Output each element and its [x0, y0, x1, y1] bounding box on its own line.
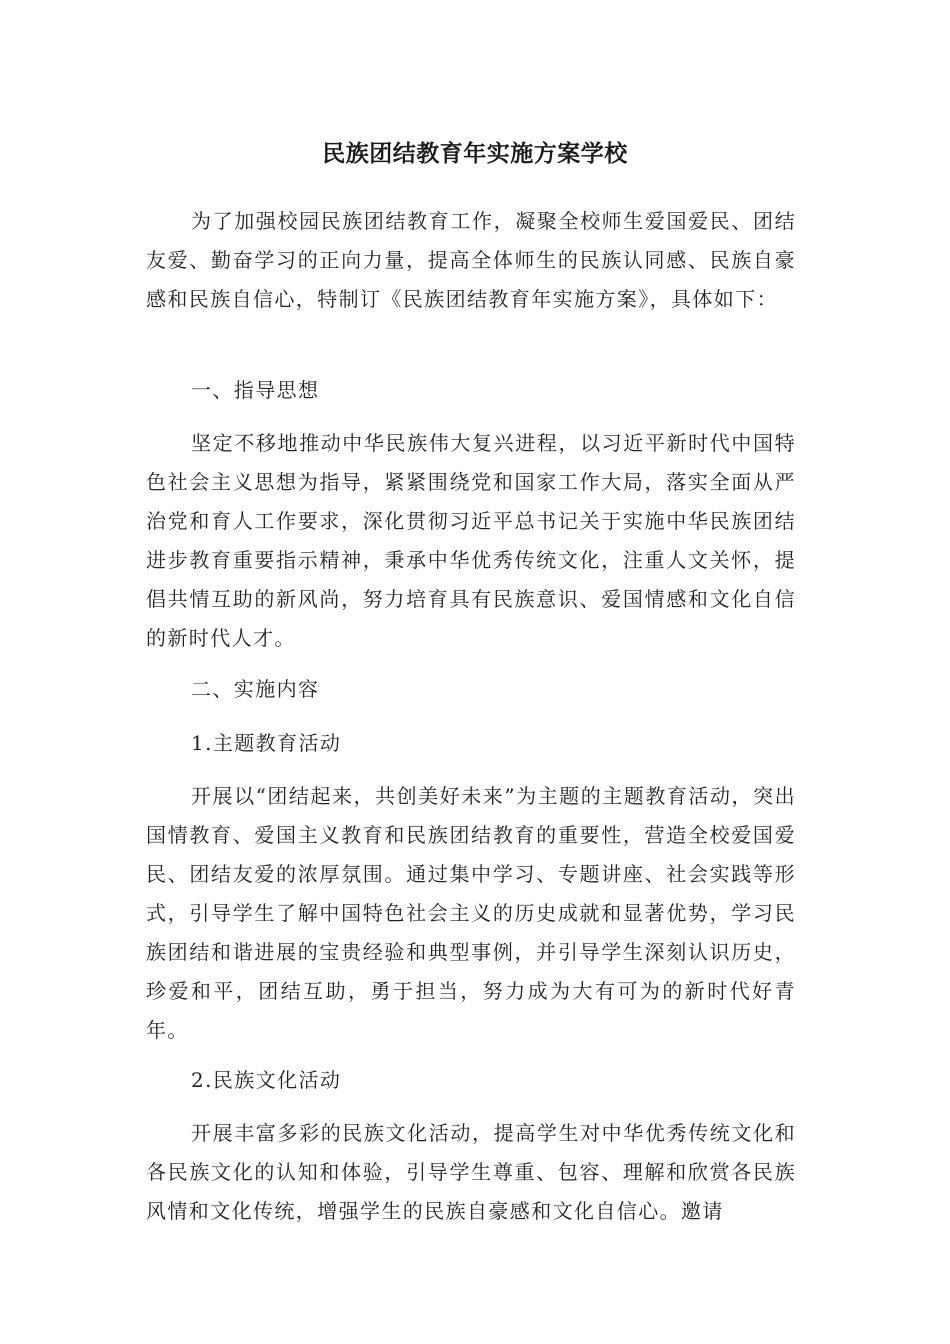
section-heading-implementation: 二、实施内容	[191, 677, 320, 701]
ethnic-culture-paragraph: 开展丰富多彩的民族文化活动，提高学生对中华优秀传统文化和各民族文化的认知和体验，引导学生尊重、包容、理解和欣赏各民族风情和文化传统，增强学生的民族自豪感和文化自信心。邀请	[146, 1121, 796, 1223]
subheading-ethnic-culture: 2.民族文化活动	[191, 1068, 342, 1092]
document-title: 民族团结教育年实施方案学校	[322, 141, 628, 167]
intro-paragraph: 为了加强校园民族团结教育工作，凝聚全校师生爱国爱民、团结友爱、勤奋学习的正向力量，提高全体师生的民族认同感、民族自豪感和民族自信心，特制订《民族团结教育年实施方案》，具体如下：	[146, 209, 796, 311]
section-heading-guiding-ideology: 一、指导思想	[191, 378, 320, 402]
subheading-theme-education: 1.主题教育活动	[191, 731, 342, 755]
theme-education-paragraph: 开展以“团结起来，共创美好未来”为主题的主题教育活动，突出国情教育、爱国主义教育和民族团结教育的重要性，营造全校爱国爱民、团结友爱的浓厚氛围。通过集中学习、专题讲座、社会实践等形式，引导学生了解中国特色社会主义的历史成就和显著优势，学习民族团结和谐进展的宝贵经验和典型事例，并引导学生深刻认识历史，珍爱和平，团结互助，勇于担当，努力成为大有可为的新时代好青年。	[146, 784, 796, 1042]
guiding-ideology-paragraph: 坚定不移地推动中华民族伟大复兴进程，以习近平新时代中国特色社会主义思想为指导，紧紧围绕党和国家工作大局，落实全面从严治党和育人工作要求，深化贯彻习近平总书记关于实施中华民族团结进步教育重要指示精神，秉承中华优秀传统文化，注重人文关怀，提倡共情互助的新风尚，努力培育具有民族意识、爱国情感和文化自信的新时代人才。	[146, 431, 796, 650]
